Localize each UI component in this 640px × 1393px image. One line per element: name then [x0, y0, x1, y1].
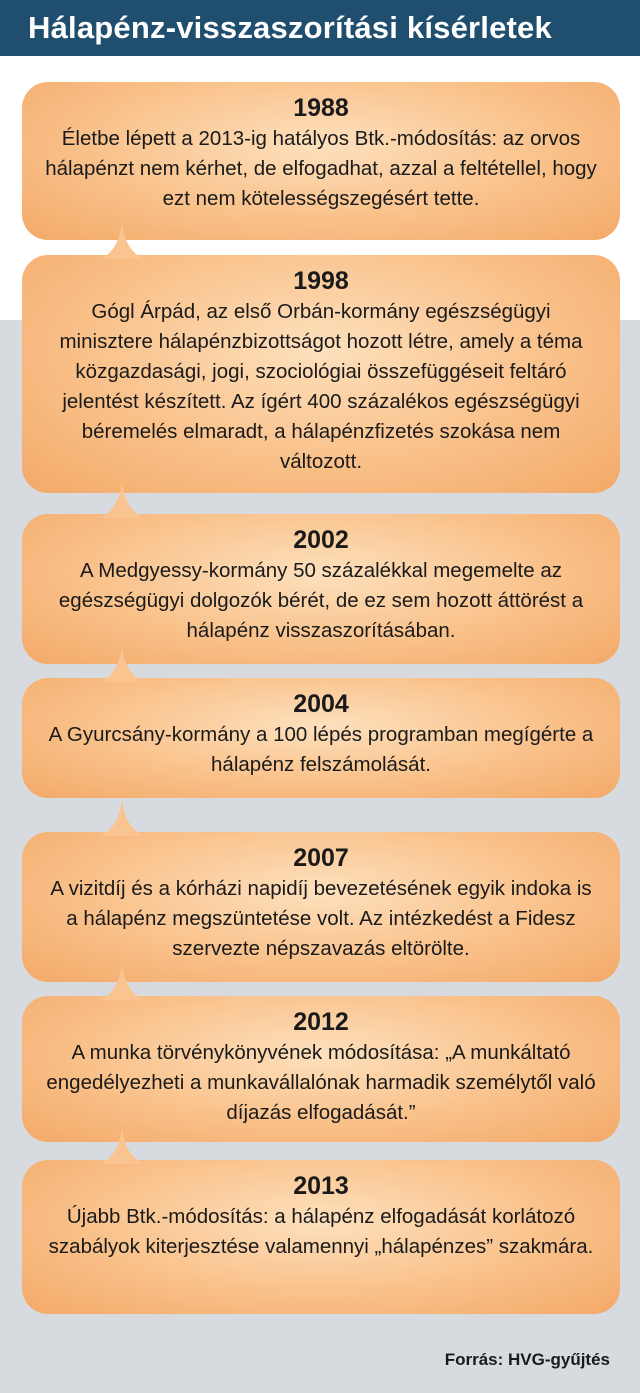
bubble-pointer — [100, 800, 144, 836]
bubble-pointer — [100, 482, 144, 518]
event-text: A munka törvénykönyvének módosítása: „A munkáltató engedélyezheti a munkavállalónak harmadik személytől való díjazás elfogadását.” — [46, 1041, 596, 1124]
bubble-pointer — [100, 646, 144, 682]
event-text: A vizitdíj és a kórházi napidíj bevezetésének egyik indoka is a hálapénz megszüntetése volt. Az intézkedést a Fidesz szervezte népszavazás eltörölte. — [50, 877, 592, 960]
event-year: 2004 — [293, 690, 349, 718]
event-year: 2012 — [293, 1008, 349, 1036]
event-year: 2002 — [293, 526, 349, 554]
bubble-pointer — [100, 1128, 144, 1164]
timeline-event-1988 — [22, 82, 620, 240]
timeline-event-2002 — [22, 514, 620, 664]
timeline-event-1998 — [22, 255, 620, 493]
event-text: A Medgyessy-kormány 50 százalékkal megemelte az egészségügyi dolgozók bérét, de ez sem hozott áttörést a hálapénz visszaszorításában. — [58, 559, 584, 642]
event-year: 1988 — [293, 94, 349, 122]
bubble-pointer — [100, 964, 144, 1000]
timeline-event-2007 — [22, 832, 620, 982]
bubble-pointer — [100, 223, 144, 259]
page-title: Hálapénz-visszaszorítási kísérletek — [0, 0, 640, 56]
event-year: 2013 — [293, 1172, 349, 1200]
timeline-event-2013 — [22, 1160, 620, 1314]
event-year: 2007 — [293, 844, 349, 872]
event-year: 1998 — [293, 267, 349, 295]
event-text: Életbe lépett a 2013-ig hatályos Btk.-módosítás: az orvos hálapénzt nem kérhet, de elfogadhat, azzal a feltétellel, hogy ezt nem kötelességszegésért tette. — [45, 127, 597, 210]
timeline-event-2004 — [22, 678, 620, 798]
event-text: Újabb Btk.-módosítás: a hálapénz elfogadását korlátozó szabályok kiterjesztése valamennyi „hálapénzes” szakmára. — [48, 1205, 594, 1258]
event-text: Gógl Árpád, az első Orbán-kormány egészségügyi minisztere hálapénzbizottságot hozott létre, amely a téma közgazdasági, jogi, szociológiai összefüggéseit feltáró jelentést készített. Az ígért 400 százalékos egészségügyi béremelés elmaradt, a hálapénzfizetés szokása nem változott. — [59, 300, 583, 473]
timeline-event-2012 — [22, 996, 620, 1142]
source-credit: Forrás: HVG-gyűjtés — [444, 1350, 610, 1369]
event-text: A Gyurcsány-kormány a 100 lépés programban megígérte a hálapénz felszámolását. — [48, 723, 594, 776]
